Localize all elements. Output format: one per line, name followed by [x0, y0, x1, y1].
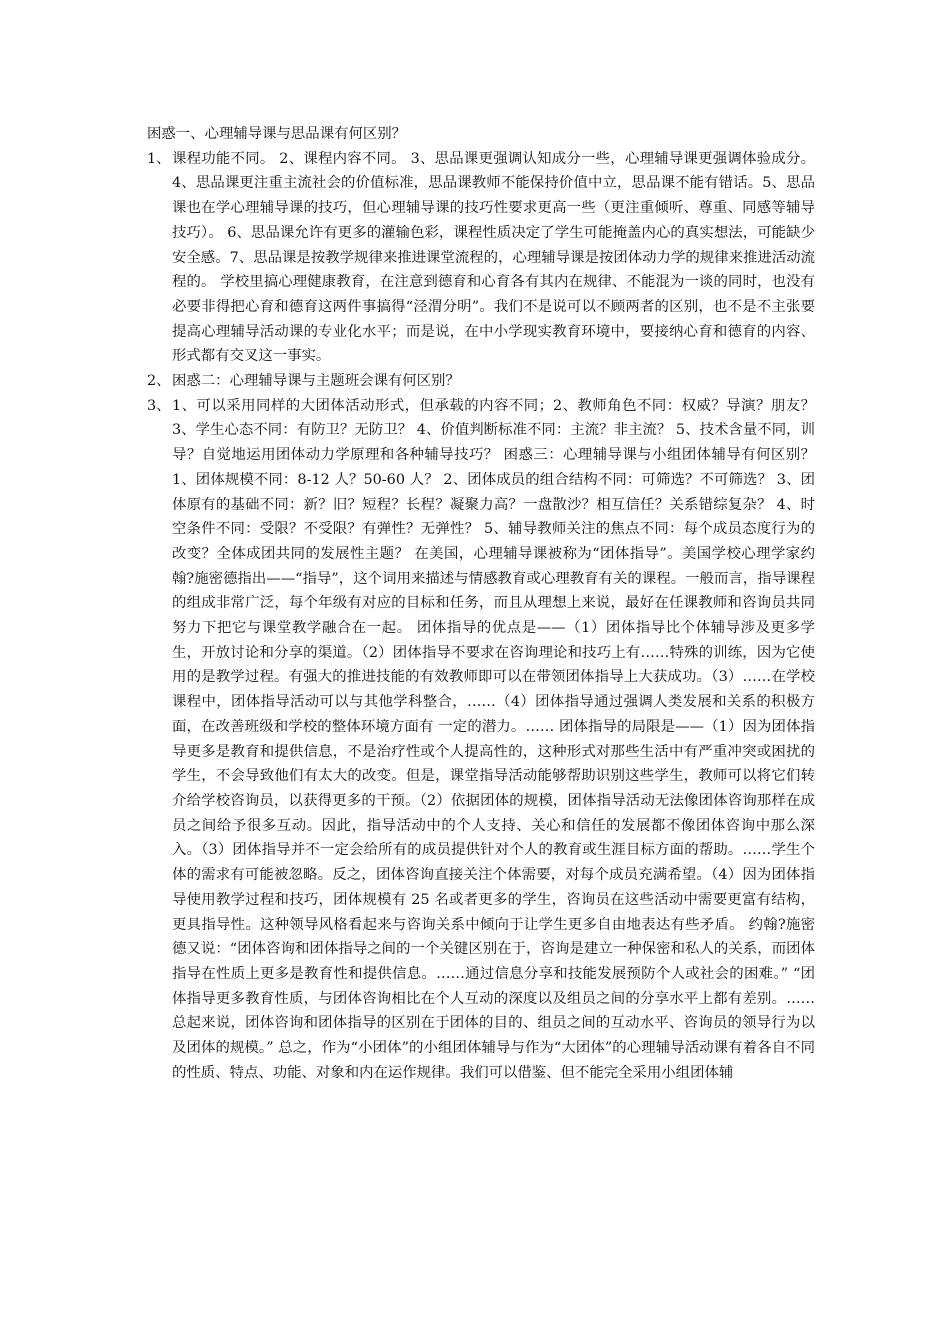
list-item — [147, 369, 815, 394]
list-item — [147, 147, 815, 369]
list-item-number: 2、 — [147, 373, 171, 390]
list-item-number: 3、 — [147, 397, 171, 414]
section-heading: 困惑一、心理辅导课与思品课有何区别？ — [147, 126, 407, 142]
list-item — [147, 394, 815, 1086]
document-body — [147, 122, 815, 1085]
list-item-text: 1、可以采用同样的大团体活动形式，但承载的内容不同；2、教师角色不同：权威？导演？朋友？ 3、学生心态不同：有防卫？无防卫？ 4、价值判断标准不同：主流？非主流？ 5、技术含量不同，训导？自觉地运用团体动力学原理和各种辅导技巧？ 困惑三：心理辅导课与小组团体辅导有何区别？ 1、团体规模不同：8-12 人？50-60 人？ 2、团体成员的组合结构不同：可筛选？不可筛选？ 3、团体原有的基础不同：新？旧？短程？长程？凝聚力高？一盘散沙？相互信任？关系错综复杂？ 4、时空条件不同：受限？不受限？有弹性？无弹性？ 5、辅导教师关注的焦点不同：每个成员态度行为的改变？全体成团共同的发展性主题？ 在美国，心理辅导课被称为“团体指导”。美国学校心理学家约翰?施密德指出——“指导”，这个词用来描述与情感教育或心理教育有关的课程。一般而言，指导课程的组成非常广泛，每个年级有对应的目标和任务，而且从理想上来说，最好在任课教师和咨询员共同努力下把它与课堂教学融合在一起。 团体指导的优点是——（1）团体指导比个体辅导涉及更多学生，开放讨论和分享的渠道。（2）团体指导不要求在咨询理论和技巧上有……特殊的训练，因为它使用的是教学过程。有强大的推进技能的有效教师即可以在带领团体指导上大获成功。（3）……在学校课程中，团体指导活动可以与其他学科整合，……（4）团体指导通过强调人类发展和关系的积极方面，在改善班级和学校的整体环境方面有 一定的潜力。…… 团体指导的局限是——（1）因为团体指导更多是教育和提供信息，不是治疗性或个人提高性的，这种形式对那些生活中有严重冲突或困扰的学生，不会导致他们有太大的改变。但是，课堂指导活动能够帮助识别这些学生，教师可以将它们转介给学校咨询员，以获得更多的干预。（2）依据团体的规模，团体指导活动无法像团体咨询那样在成员之间给予很多互动。因此，指导活动中的个人支持、关心和信任的发展都不像团体咨询中那么深入。（3）团体指导并不一定会给所有的成员提供针对个人的教育或生涯目标方面的帮助。……学生个体的需求有可能被忽略。反之，团体咨询直接关注个体需要，对每个成员充满希望。（4）因为团体指导使用教学过程和技巧，团体规模有 25 名或者更多的学生，咨询员在这些活动中需要更富有结构，更具指导性。这种领导风格看起来与咨询关系中倾向于让学生更多自由地表达有些矛盾。 约翰?施密德又说：“团体咨询和团体指导之间的一个关键区别在于，咨询是建立一种保密和私人的关系，而团体指导在性质上更多是教育性和提供信息。……通过信息分享和技能发展预防个人或社会的困难。” “团体指导更多教育性质，与团体咨询相比在个人互动的深度以及组员之间的分享水平上都有差别。……总起来说，团体咨询和团体指导的区别在于团体的目的、组员之间的互动水平、咨询员的领导行为以及团体的规模。” 总之，作为“小团体”的小组团体辅导与作为“大团体”的心理辅导活动课有着各自不同的性质、特点、功能、对象和内在运作规律。我们可以借鉴、但不能完全采用小组团体辅 — [172, 397, 815, 1081]
list-item-text: 困惑二：心理辅导课与主题班会课有何区别？ — [172, 373, 460, 390]
list-item-number: 1、 — [147, 150, 171, 167]
list-item-text: 课程功能不同。 2、课程内容不同。 3、思品课更强调认知成分一些，心理辅导课更强调体验成分。 4、思品课更注重主流社会的价值标准，思品课教师不能保持价值中立，思品课不能有错话。5、思品课也在学心理辅导课的技巧，但心理辅导课的技巧性要求更高一些（更注重倾听、尊重、同感等辅导技巧）。 6、思品课允许有更多的灌输色彩，课程性质决定了学生可能掩盖内心的真实想法，可能缺少安全感。7、思品课是按教学规律来推进课堂流程的，心理辅导课是按团体动力学的规律来推进活动流程的。 学校里搞心理健康教育，在注意到德育和心育各有其内在规律、不能混为一谈的同时，也没有必要非得把心育和德育这两件事搞得“泾渭分明”。我们不是说可以不顾两者的区别，也不是不主张要提高心理辅导活动课的专业化水平；而是说，在中小学现实教育环境中，要接纳心育和德育的内容、形式都有交叉这一事实。 — [172, 150, 815, 365]
